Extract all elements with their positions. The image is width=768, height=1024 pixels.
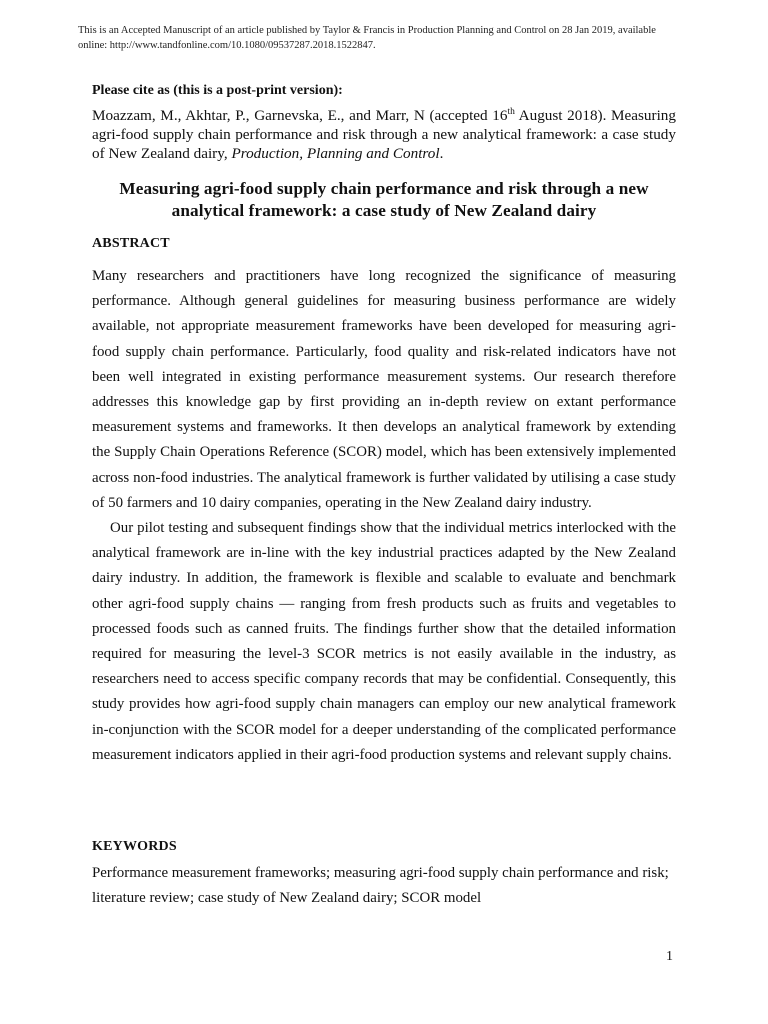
abstract-body <box>92 264 676 768</box>
page-number: 1 <box>666 949 673 964</box>
abstract-paragraph-2: Our pilot testing and subsequent findings show that the individual metrics interlocked with the analytical framework are in-line with the key industrial practices adapted by the New Zealand dairy industry. In addition, the framework is flexible and scalable to evaluate and benchmark other agri-food supply chains — ranging from fresh products such as fruits and vegetables to processed foods such as canned fruits. The findings further show that the detailed information required for measuring the level-3 SCOR metrics is not easily available in the industry, as researchers need to access specific company records that may be confidential. Consequently, this study provides how agri-food supply chain managers can employ our new analytical framework in-conjunction with the SCOR model for a deeper understanding of the complicated performance measurement indicators applied in their agri-food production systems and relevant supply chains. <box>92 520 676 763</box>
citation-text-end: . <box>439 145 444 162</box>
citation-superscript: th <box>507 106 515 117</box>
citation-text-middle: August 2018). Measuring agri-food supply chain performance and risk through a new analytical framework: a case study of New Zealand dairy, <box>92 107 676 162</box>
citation-text-start: Moazzam, M., Akhtar, P., Garnevska, E., and Marr, N (accepted 16 <box>92 107 508 124</box>
paper-title: Measuring agri-food supply chain performance and risk through a new analytical framework: a case study of New Zealand dairy <box>119 179 649 220</box>
citation-reference <box>92 106 676 163</box>
cite-as-label: Please cite as (this is a post-print version): <box>92 83 343 98</box>
abstract-heading: ABSTRACT <box>92 236 170 251</box>
abstract-paragraph-1: Many researchers and practitioners have long recognized the significance of measuring performance. Although general guidelines for measuring business performance are widely available, not appropriate measurement frameworks have been developed for measuring agri-food supply chain performance. Particularly, food quality and risk-related indicators have not been well integrated in existing performance measurement systems. Our research therefore addresses this knowledge gap by first providing an in-depth review on extant performance measurement systems and frameworks. It then develops an analytical framework by extending the Supply Chain Operations Reference (SCOR) model, which has been extensively implemented across non-food industries. The analytical framework is further validated by utilising a case study of 50 farmers and 10 dairy companies, operating in the New Zealand dairy industry. <box>92 268 676 511</box>
citation-journal: Production, Planning and Control <box>231 145 440 162</box>
keywords-heading: KEYWORDS <box>92 839 177 854</box>
keywords-list: Performance measurement frameworks; measuring agri-food supply chain performance and risk; literature review; case study of New Zealand dairy; SCOR model <box>92 865 669 907</box>
accepted-manuscript-note: This is an Accepted Manuscript of an article published by Taylor & Francis in Production Planning and Control on 28 Jan 2019, available online: http://www.tandfonline.com/10.1080/09537287.2018.1522847. <box>78 25 656 51</box>
